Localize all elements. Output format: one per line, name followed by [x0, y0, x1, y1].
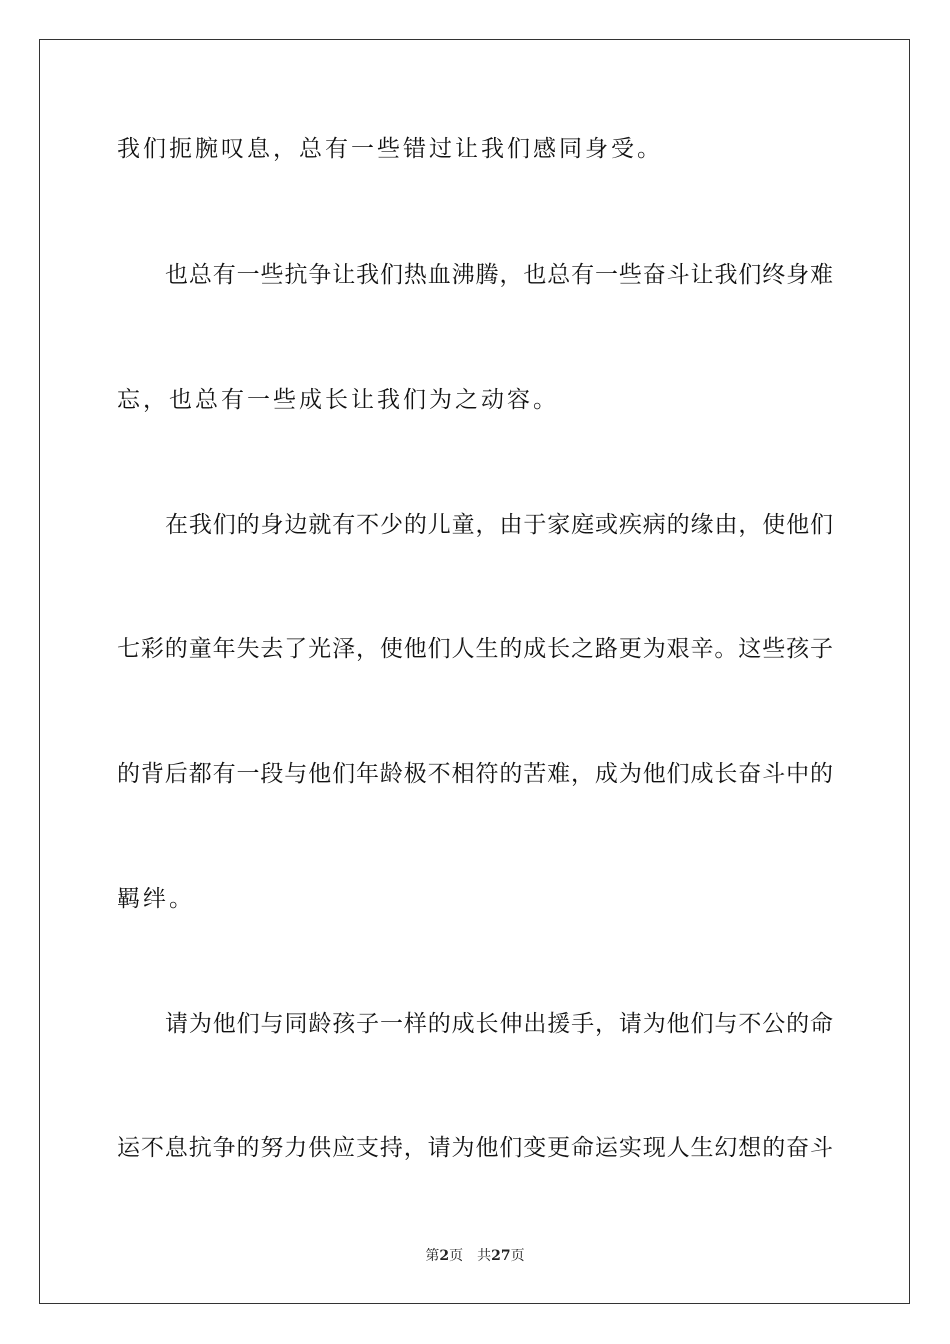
page-border — [39, 39, 910, 1304]
footer-total-prefix: 共 — [477, 1248, 492, 1264]
text-line-4: 在我们的身边就有不少的儿童，由于家庭或疾病的缘由，使他们 — [165, 512, 833, 538]
text-line-6: 的背后都有一段与他们年龄极不相符的苦难，成为他们成长奋斗中的 — [117, 761, 833, 787]
text-line-5: 七彩的童年失去了光泽，使他们人生的成长之路更为艰辛。这些孩子 — [117, 636, 833, 662]
text-line-7: 羁绊。 — [117, 886, 195, 912]
footer-total-suffix: 页 — [510, 1248, 525, 1264]
footer-page-suffix: 页 — [449, 1248, 464, 1264]
footer-page-number: 2 — [439, 1248, 450, 1264]
text-line-1: 我们扼腕叹息，总有一些错过让我们感同身受。 — [117, 136, 663, 162]
page-footer — [0, 1246, 950, 1266]
footer-page-prefix: 第 — [425, 1248, 440, 1264]
text-line-3: 忘，也总有一些成长让我们为之动容。 — [117, 387, 559, 413]
text-line-8: 请为他们与同龄孩子一样的成长伸出援手，请为他们与不公的命 — [165, 1011, 833, 1037]
text-line-9: 运不息抗争的努力供应支持，请为他们变更命运实现人生幻想的奋斗 — [117, 1135, 833, 1161]
footer-total-pages: 27 — [491, 1248, 511, 1264]
text-line-2: 也总有一些抗争让我们热血沸腾，也总有一些奋斗让我们终身难 — [165, 262, 833, 288]
